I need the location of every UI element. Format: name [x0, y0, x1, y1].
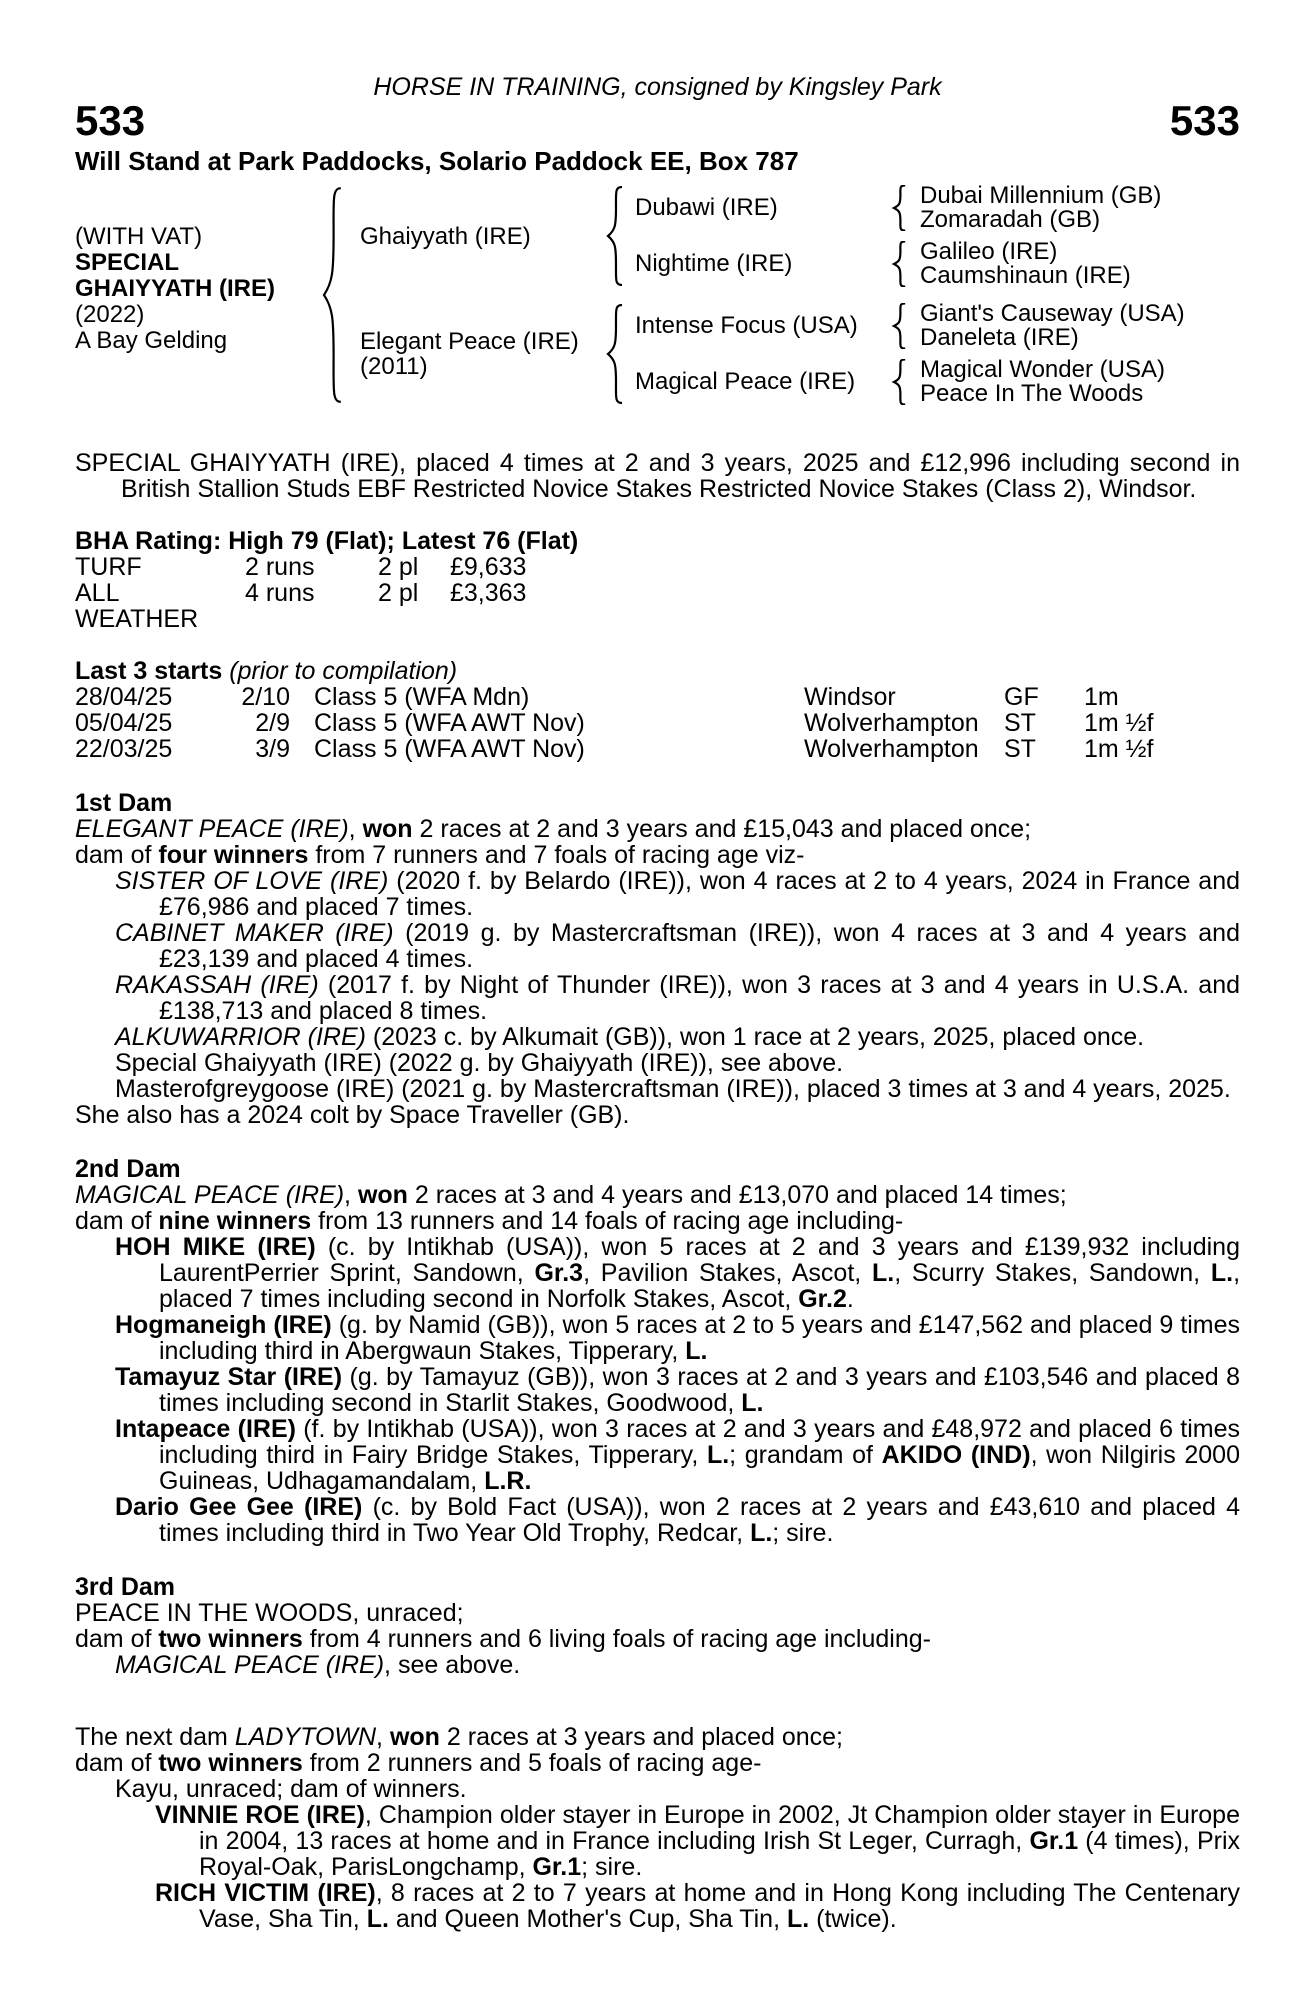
- granddam-group: [635, 240, 1240, 288]
- brace-icon: [875, 241, 920, 287]
- horse-name-line1: SPECIAL: [75, 249, 180, 276]
- great-granddam: Zomaradah (GB): [920, 206, 1101, 233]
- table-row: [75, 710, 1240, 736]
- race-date: 05/04/25: [75, 709, 173, 737]
- racecourse: Wolverhampton: [804, 735, 979, 763]
- racecourse: Windsor: [804, 683, 896, 711]
- vat-note: (WITH VAT): [75, 223, 203, 250]
- great-grandsire: Magical Wonder (USA): [920, 356, 1165, 383]
- going: ST: [1004, 735, 1036, 763]
- horse-description: A Bay Gelding: [75, 327, 228, 354]
- progeny-entry: Dario Gee Gee (IRE) (c. by Bold Fact (USA)), won 2 races at 2 years and £43,610 and placed 4 times including third in Two Year Old Trophy, Redcar, L.; sire.: [115, 1493, 1240, 1547]
- lot-number-left: 533: [75, 97, 146, 144]
- section-heading: 2nd Dam: [75, 1155, 181, 1183]
- progeny-entry: Special Ghaiyyath (IRE) (2022 g. by Ghaiyyath (IRE)), see above.: [115, 1049, 844, 1077]
- brace-icon: [590, 304, 635, 404]
- brace-icon: [590, 186, 635, 286]
- distance: 1m ½f: [1084, 735, 1154, 763]
- grandsire-group: [635, 184, 1240, 232]
- dam-intro: PEACE IN THE WOODS, unraced;: [75, 1599, 464, 1627]
- consignor-line: HORSE IN TRAINING, consigned by Kingsley Park: [373, 73, 942, 101]
- race-class: Class 5 (WFA AWT Nov): [314, 735, 585, 763]
- progeny-entry: VINNIE ROE (IRE), Champion older stayer in Europe in 2002, Jt Champion older stayer in Europe in 2004, 13 races at home and in France including Irish St Leger, Curragh, Gr.1 (4 times), Prix Royal-Oak, ParisLongchamp, Gr.1; sire.: [155, 1801, 1240, 1881]
- progeny-entry: CABINET MAKER (IRE) (2019 g. by Mastercraftsman (IRE)), won 4 races at 3 and 4 years and £23,139 and placed 4 times.: [115, 919, 1240, 973]
- section-heading: 3rd Dam: [75, 1573, 176, 1601]
- grandsire-name: Dubawi (IRE): [635, 194, 778, 221]
- granddam-name: Nightime (IRE): [635, 250, 793, 277]
- last-3-starts-heading: [75, 658, 1240, 684]
- sire-name: Ghaiyyath (IRE): [360, 222, 531, 250]
- dam-family: [360, 302, 1240, 406]
- next-dam-section: [75, 1724, 1240, 1932]
- great-grandsire: Giant's Causeway (USA): [920, 300, 1185, 327]
- earnings-value: £9,633: [450, 553, 527, 581]
- progeny-entry: SISTER OF LOVE (IRE) (2020 f. by Belardo (IRE)), won 4 races at 2 to 4 years, 2024 in France and £76,986 and placed 7 times.: [115, 867, 1240, 921]
- pedigree-generations: [360, 184, 1240, 406]
- finish-position: 2/10: [241, 683, 290, 711]
- progeny-entry: ALKUWARRIOR (IRE) (2023 c. by Alkumait (GB)), won 1 race at 2 years, 2025, placed once.: [115, 1023, 1145, 1051]
- finish-position: 2/9: [255, 709, 290, 737]
- progeny-entry: Tamayuz Star (IRE) (g. by Tamayuz (GB)), won 3 races at 2 and 3 years and £103,546 and placed 8 times including second in Starlit Stakes, Goodwood, L.: [115, 1363, 1241, 1417]
- runs-value: 2 runs: [245, 553, 315, 581]
- section-heading: 1st Dam: [75, 789, 173, 817]
- table-row: [75, 554, 1240, 580]
- horse-foaling-year: (2022): [75, 301, 145, 328]
- last-3-starts-title: Last 3 starts: [75, 657, 230, 685]
- stand-location: Will Stand at Park Paddocks, Solario Paddock EE, Box 787: [75, 146, 799, 176]
- dam-intro: dam of four winners from 7 runners and 7 foals of racing age viz-: [75, 841, 805, 869]
- brace-icon: [875, 185, 920, 231]
- horse-details: [75, 184, 300, 354]
- lot-row: [75, 97, 1240, 144]
- dam-intro: The next dam LADYTOWN, won 2 races at 3 years and placed once;: [75, 1723, 843, 1751]
- table-row: [75, 736, 1240, 762]
- progeny-entry: HOH MIKE (IRE) (c. by Intikhab (USA)), won 5 races at 2 and 3 years and £139,932 including LaurentPerrier Sprint, Sandown, Gr.3, Pavilion Stakes, Ascot, L., Scurry Stakes, Sandown, L., placed 7 times including second in Norfolk Stakes, Ascot, Gr.2.: [115, 1233, 1241, 1313]
- bha-rating-heading: BHA Rating: High 79 (Flat); Latest 76 (Flat): [75, 527, 579, 555]
- grandsire-group: [635, 302, 1240, 350]
- progeny-entry: Intapeace (IRE) (f. by Intikhab (USA)), won 3 races at 2 and 3 years and £48,972 and placed 6 times including third in Fairy Bridge Stakes, Tipperary, L.; grandam of AKIDO (IND), won Nilgiris 2000 Guineas, Udhagamandalam, L.R.: [115, 1415, 1241, 1495]
- surface-label: TURF: [75, 553, 142, 581]
- going: ST: [1004, 709, 1036, 737]
- dam-intro: ELEGANT PEACE (IRE), won 2 races at 2 and 3 years and £15,043 and placed once;: [75, 815, 1032, 843]
- progeny-entry: Kayu, unraced; dam of winners.: [115, 1775, 467, 1803]
- great-grandsire: Galileo (IRE): [920, 238, 1058, 265]
- granddam-name: Magical Peace (IRE): [635, 368, 856, 395]
- great-granddam: Caumshinaun (IRE): [920, 262, 1131, 289]
- horse-name-line2: GHAIYYATH (IRE): [75, 275, 276, 302]
- great-grandsire: Dubai Millennium (GB): [920, 182, 1162, 209]
- great-granddam: Daneleta (IRE): [920, 324, 1079, 351]
- places-value: 2 pl: [378, 579, 419, 607]
- dam-intro: dam of two winners from 2 runners and 5 foals of racing age-: [75, 1749, 762, 1777]
- table-row: [75, 580, 1240, 632]
- dam-footnote: She also has a 2024 colt by Space Traveller (GB).: [75, 1101, 630, 1129]
- dam-intro: dam of two winners from 4 runners and 6 living foals of racing age including-: [75, 1625, 931, 1653]
- racecourse: Wolverhampton: [804, 709, 979, 737]
- progeny-entry: Hogmaneigh (IRE) (g. by Namid (GB)), won 5 races at 2 to 5 years and £147,562 and placed 9 times including third in Abergwaun Stakes, Tipperary, L.: [115, 1311, 1240, 1365]
- race-date: 22/03/25: [75, 735, 173, 763]
- race-class: Class 5 (WFA AWT Nov): [314, 709, 585, 737]
- race-class: Class 5 (WFA Mdn): [314, 683, 530, 711]
- race-summary: SPECIAL GHAIYYATH (IRE), placed 4 times at 2 and 3 years, 2025 and £12,996 including second in British Stallion Studs EBF Restricted Novice Stakes Restricted Novice Stakes (Class 2), Windsor.: [75, 449, 1240, 503]
- progeny-entry: MAGICAL PEACE (IRE), see above.: [115, 1651, 521, 1679]
- pedigree-table: [75, 184, 1240, 406]
- bha-rating-section: [75, 528, 1240, 632]
- dam-name: Elegant Peace (IRE) (2011): [360, 328, 579, 380]
- granddam-group: [635, 358, 1240, 406]
- lot-number-right: 533: [1169, 97, 1240, 144]
- race-date: 28/04/25: [75, 683, 173, 711]
- third-dam-section: [75, 1574, 1240, 1678]
- places-value: 2 pl: [378, 553, 419, 581]
- distance: 1m: [1084, 683, 1119, 711]
- sire-family: [360, 184, 1240, 288]
- table-row: [75, 684, 1240, 710]
- grandsire-name: Intense Focus (USA): [635, 312, 858, 339]
- brace-icon: [875, 303, 920, 349]
- first-dam-section: [75, 790, 1240, 1128]
- progeny-entry: Masterofgreygoose (IRE) (2021 g. by Mastercraftsman (IRE)), placed 3 times at 3 and 4 years, 2025.: [115, 1075, 1231, 1103]
- brace-icon: [875, 359, 920, 405]
- distance: 1m ½f: [1084, 709, 1154, 737]
- brace-icon: [300, 186, 360, 404]
- going: GF: [1004, 683, 1039, 711]
- progeny-entry: RAKASSAH (IRE) (2017 f. by Night of Thunder (IRE)), won 3 races at 3 and 4 years in U.S.A. and £138,713 and placed 8 times.: [115, 971, 1240, 1025]
- last-3-starts-section: [75, 658, 1240, 762]
- last-3-starts-note: (prior to compilation): [229, 657, 458, 685]
- dam-intro: dam of nine winners from 13 runners and 14 foals of racing age including-: [75, 1207, 904, 1235]
- earnings-value: £3,363: [450, 579, 527, 607]
- runs-value: 4 runs: [245, 579, 315, 607]
- progeny-entry: RICH VICTIM (IRE), 8 races at 2 to 7 years at home and in Hong Kong including The Centenary Vase, Sha Tin, L. and Queen Mother's Cup, Sha Tin, L. (twice).: [155, 1879, 1240, 1933]
- dam-intro: MAGICAL PEACE (IRE), won 2 races at 3 and 4 years and £13,070 and placed 14 times;: [75, 1181, 1067, 1209]
- great-granddam: Peace In The Woods: [920, 380, 1144, 407]
- finish-position: 3/9: [255, 735, 290, 763]
- second-dam-section: [75, 1156, 1240, 1546]
- surface-label: ALL WEATHER: [75, 579, 199, 633]
